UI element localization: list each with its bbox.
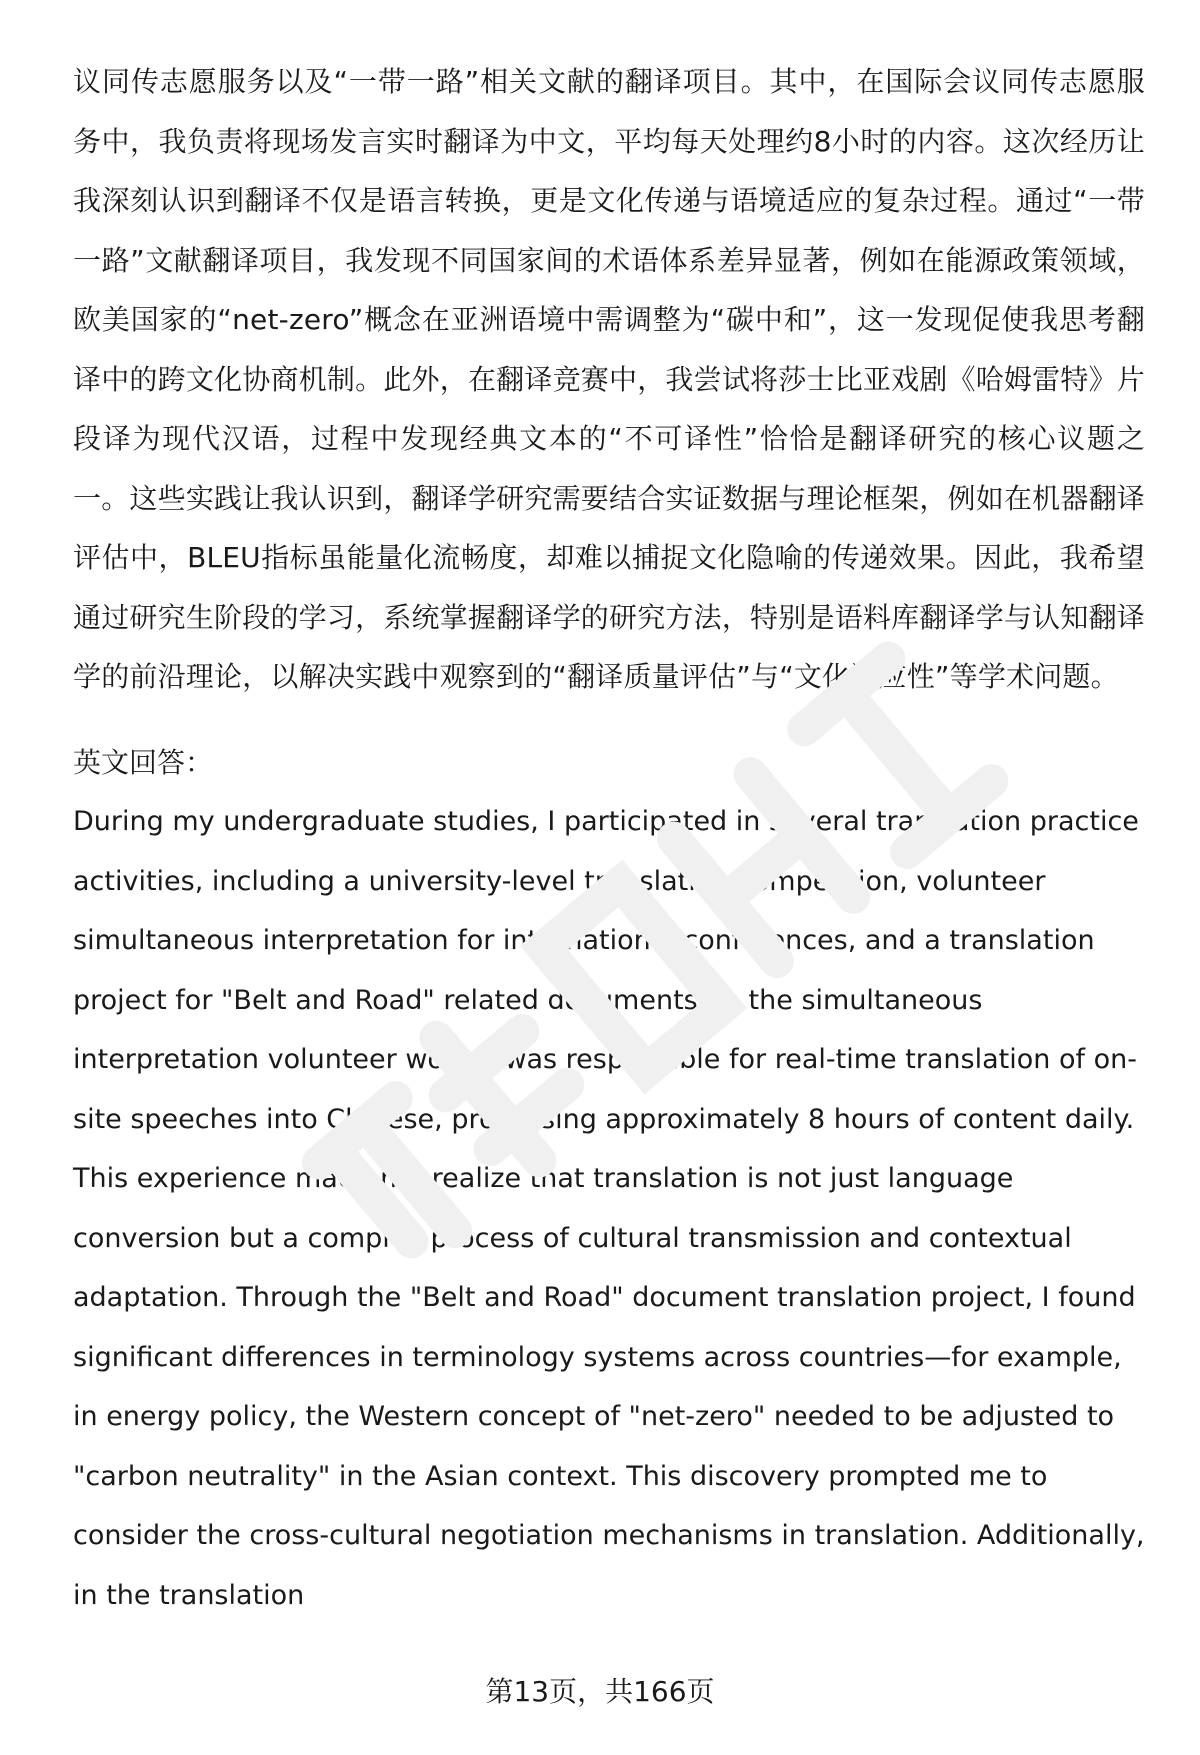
english-answer-paragraph: During my undergraduate studies, I participated in several translation practice activities, including a university-level translation competition, volunteer simultaneous interpretation for international conferences, and a translation project for "Belt and Road" related documents. In the simultaneous interpretation volunteer work, I was responsible for real-time translation of on-site speeches into Chinese, processing approximately 8 hours of content daily. This experience made me realize that translation is not just language conversion but a complex process of cultural transmission and contextual adaptation. Through the "Belt and Road" document translation project, I found significant differences in terminology systems across countries—for example, in energy policy, the Western concept of "net-zero" needed to be adjusted to "carbon neutrality" in the Asian context. This discovery prompted me to consider the cross-cultural negotiation mechanisms in translation. Additionally, in the translation bbox=[73, 806, 1145, 1611]
page-number-footer: 第13页，共166页 bbox=[485, 1675, 715, 1708]
document-body bbox=[73, 52, 1145, 1625]
english-answer-heading: 英文回答： bbox=[73, 745, 214, 779]
chinese-answer-paragraph: 议同传志愿服务以及“一带一路”相关文献的翻译项目。其中，在国际会议同传志愿服务中，我负责将现场发言实时翻译为中文，平均每天处理约8小时的内容。这次经历让我深刻认识到翻译不仅是语言转换，更是文化传递与语境适应的复杂过程。通过“一带一路”文献翻译项目，我发现不同国家间的术语体系差异显著，例如在能源政策领域，欧美国家的“net-zero”概念在亚洲语境中需调整为“碳中和”，这一发现促使我思考翻译中的跨文化协商机制。此外，在翻译竞赛中，我尝试将莎士比亚戏剧《哈姆雷特》片段译为现代汉语，过程中发现经典文本的“不可译性”恰恰是翻译研究的核心议题之一。这些实践让我认识到，翻译学研究需要结合实证数据与理论框架，例如在机器翻译评估中，BLEU指标虽能量化流畅度，却难以捕捉文化隐喻的传递效果。因此，我希望通过研究生阶段的学习，系统掌握翻译学的研究方法，特别是语料库翻译学与认知翻译学的前沿理论，以解决实践中观察到的“翻译质量评估”与“文化适应性”等学术问题。 bbox=[73, 65, 1145, 693]
